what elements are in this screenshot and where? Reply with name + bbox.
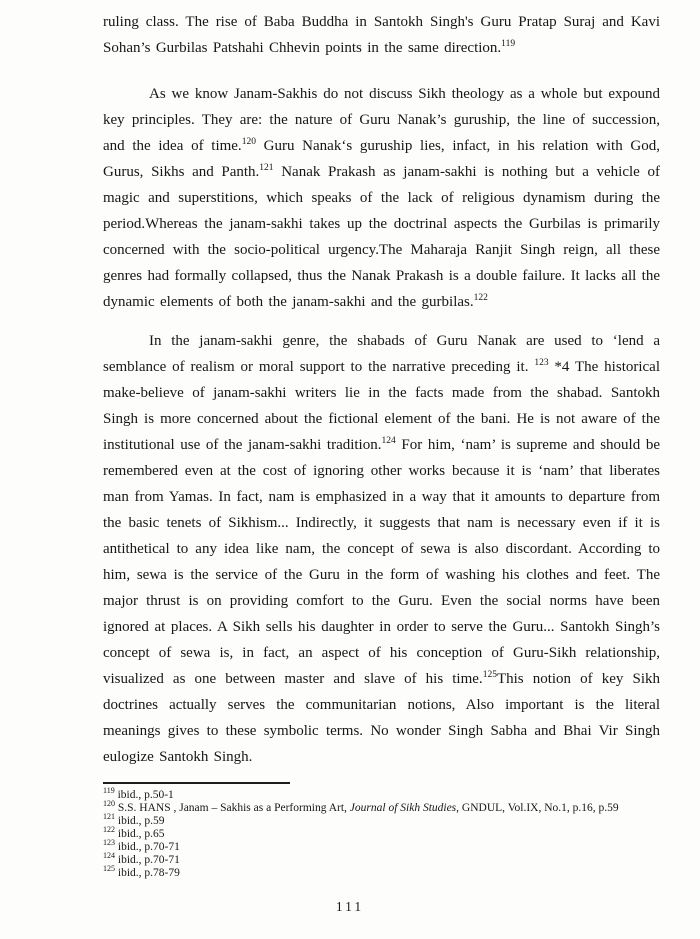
footnote-marker: 125 bbox=[103, 864, 115, 874]
text-run: In the janam-sakhi genre, the shabads of Guru Nanak are used to ‘lend a semblance of realism or moral support to the narrative preceding it. bbox=[103, 333, 660, 375]
paragraph bbox=[103, 9, 660, 61]
footnote bbox=[103, 838, 660, 854]
footnote-reference: 124 bbox=[381, 436, 396, 446]
footnote-reference: 123 bbox=[534, 358, 549, 368]
footnote-marker: 120 bbox=[103, 799, 115, 809]
footnote-reference: 122 bbox=[473, 293, 488, 303]
footnote-marker: 122 bbox=[103, 825, 115, 835]
footnote-marker: 121 bbox=[103, 812, 115, 822]
footnote bbox=[103, 799, 660, 815]
paragraph bbox=[103, 328, 660, 770]
text-run: ruling class. The rise of Baba Buddha in Santokh Singh's Guru Pratap Suraj and Kavi Sohan’s Gurbilas Patshahi Chhevin points in the same direction. bbox=[103, 14, 660, 56]
footnote bbox=[103, 786, 660, 802]
text-run: As we know Janam-Sakhis do not discuss Sikh theology as a whole but expound key principles. They are: the nature of Guru Nanak’s guruship, the line of succession, and the idea of time. bbox=[103, 86, 660, 154]
text-run: ibid., p.70-71 bbox=[117, 854, 180, 866]
footnote-divider bbox=[103, 782, 290, 784]
text-run: This notion of key Sikh doctrines actually serves the communitarian notions, Also important is the literal meanings gives to these symbolic terms. No wonder Singh Sabha and Bhai Vir Singh eulogize Santokh Singh. bbox=[103, 671, 660, 765]
footnote-reference: 120 bbox=[241, 137, 256, 147]
footnote bbox=[103, 851, 660, 867]
text-run: For him, ‘nam’ is supreme and should be remembered even at the cost of ignoring other works because it is ‘nam’ that liberates man from Yamas. In fact, nam is emphasized in a way that it amounts to departure from the basic tenets of Sikhism... Indirectly, it suggests that nam is necessary even if it is antithetical to any idea like nam, the concept of sewa is also discordant. According to him, sewa is the service of the Guru in the form of washing his clothes and feet. The major thrust is on providing comfort to the Guru. Even the social norms have been ignored at places. A Sikh sells his daughter in order to serve the Guru... Santokh Singh’s concept of sewa is, in fact, an aspect of his conception of Guru-Sikh relationship, visualized as one between master and slave of his time. bbox=[103, 437, 660, 687]
footnote-marker: 123 bbox=[103, 838, 115, 848]
footnote bbox=[103, 864, 660, 880]
text-run: ibid., p.65 bbox=[117, 828, 165, 840]
text-run: , GNDUL, Vol.IX, No.1, p.16, p.59 bbox=[456, 802, 619, 814]
text-run: ibid., p.50-1 bbox=[117, 789, 174, 801]
text-run: ibid., p.70-71 bbox=[117, 841, 180, 853]
footnote-reference: 119 bbox=[501, 39, 516, 49]
text-block bbox=[103, 9, 660, 880]
footnote bbox=[103, 812, 660, 828]
text-run: ibid., p.59 bbox=[117, 815, 165, 827]
footnote-reference: 125 bbox=[482, 670, 497, 680]
italic-text: Journal of Sikh Studies bbox=[349, 802, 457, 814]
footnote-marker: 119 bbox=[103, 786, 115, 796]
text-run: *4 The historical make-believe of janam-sakhi writers lie in the facts made from the shabad. Santokh Singh is more concerned about the fictional element of the bani. He is not aware of the institutional use of the janam-sakhi tradition. bbox=[103, 359, 661, 453]
text-run: Nanak Prakash as janam-sakhi is nothing but a vehicle of magic and superstitions, which speaks of the lack of religious dynamism during the period.Whereas the janam-sakhi takes up the doctrinal aspects the Gurbilas is primarily concerned with the socio-political urgency.The Maharaja Ranjit Singh reign, all these genres had formally collapsed, thus the Nanak Prakash is a double failure. It lacks all the dynamic elements of both the janam-sakhi and the gurbilas. bbox=[103, 164, 660, 310]
body-paragraphs bbox=[103, 9, 660, 770]
footnote-reference: 121 bbox=[259, 163, 274, 173]
footnote bbox=[103, 825, 660, 841]
text-run: Guru Nanak‘s guruship lies, infact, in his relation with God, Gurus, Sikhs and Panth. bbox=[103, 138, 660, 180]
text-run: ibid., p.78-79 bbox=[117, 867, 180, 879]
footnote-marker: 124 bbox=[103, 851, 115, 861]
page-number: 111 bbox=[335, 899, 365, 914]
footnotes-section bbox=[103, 786, 660, 880]
paragraph bbox=[103, 81, 660, 315]
text-run: S.S. HANS , Janam – Sakhis as a Performing Art, bbox=[117, 802, 350, 814]
